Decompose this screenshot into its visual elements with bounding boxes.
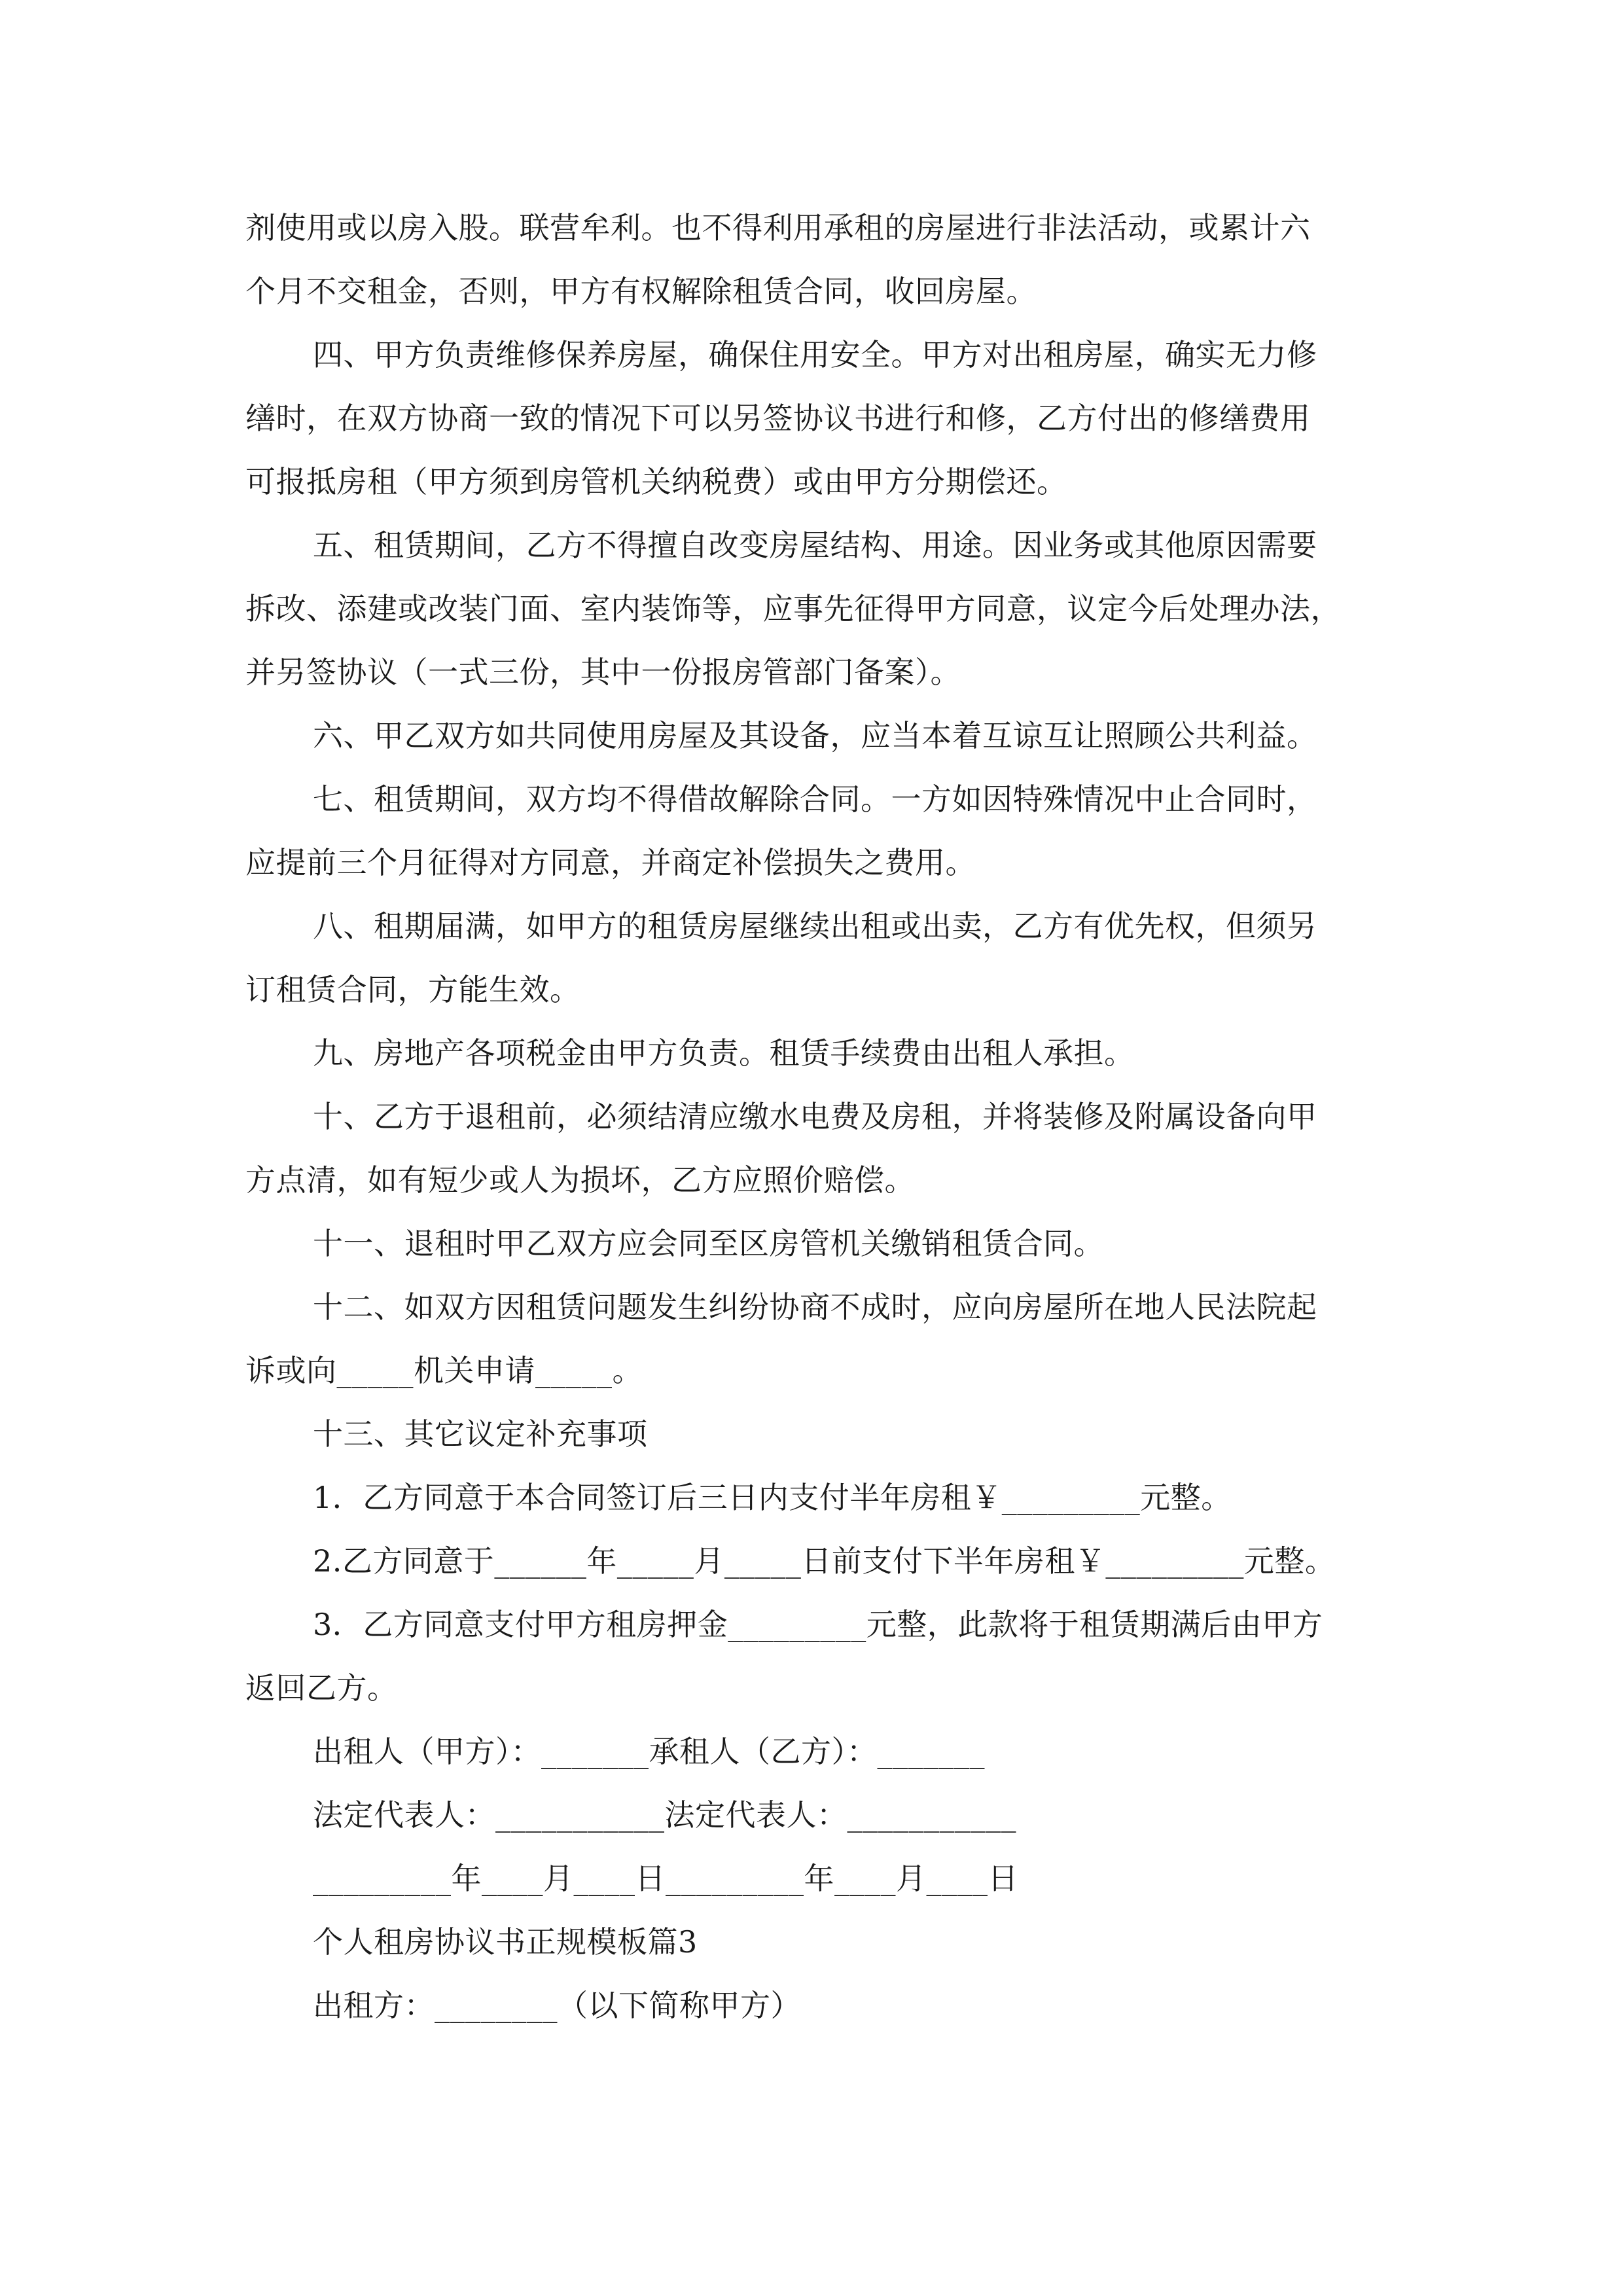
clause-9: 九、房地产各项税金由甲方负责。租赁手续费由出租人承担。 [313,1035,1135,1071]
paragraph-line: 返回乙方。 [245,1670,398,1706]
paragraph-line: 诉或向_____机关申请_____。 [245,1353,643,1388]
clause-6: 六、甲乙双方如共同使用房屋及其设备，应当本着互谅互让照顾公共利益。 [313,718,1317,753]
clause-12: 十二、如双方因租赁问题发生纠纷协商不成时，应向房屋所在地人民法院起 [313,1289,1317,1325]
supplement-item-1: 1．乙方同意于本合同签订后三日内支付半年房租￥_________元整。 [313,1480,1232,1515]
lessor-line: 出租方：________（以下简称甲方） [313,1988,801,2023]
clause-5: 五、租赁期间，乙方不得擅自改变房屋结构、用途。因业务或其他原因需要 [313,528,1317,563]
clause-13-heading: 十三、其它议定补充事项 [313,1416,648,1452]
signature-representatives: 法定代表人：___________法定代表人：___________ [313,1797,1016,1833]
paragraph-line: 订租赁合同，方能生效。 [245,972,580,1007]
clause-10: 十、乙方于退租前，必须结清应缴水电费及房租，并将装修及附属设备向甲 [313,1099,1317,1134]
paragraph-line: 可报抵房租（甲方须到房管机关纳税费）或由甲方分期偿还。 [245,464,1067,499]
paragraph-line: 应提前三个月征得对方同意，并商定补偿损失之费用。 [245,845,976,880]
clause-8: 八、租期届满，如甲方的租赁房屋继续出租或出卖，乙方有优先权，但须另 [313,908,1317,944]
paragraph-line: 拆改、添建或改装门面、室内装饰等，应事先征得甲方同意，议定今后处理办法， [245,591,1341,626]
paragraph-line: 方点清，如有短少或人为损坏，乙方应照价赔偿。 [245,1162,915,1198]
clause-11: 十一、退租时甲乙双方应会同至区房管机关缴销租赁合同。 [313,1226,1104,1261]
paragraph-line: 剂使用或以房入股。联营牟利。也不得利用承租的房屋进行非法活动，或累计六 [245,210,1311,245]
supplement-item-3: 3．乙方同意支付甲方租房押金_________元整，此款将于租赁期满后由甲方 [313,1607,1323,1642]
clause-4: 四、甲方负责维修保养房屋，确保住用安全。甲方对出租房屋，确实无力修 [313,337,1317,372]
paragraph-line: 并另签协议（一式三份，其中一份报房管部门备案）。 [245,655,961,690]
paragraph-line: 缮时，在双方协商一致的情况下可以另签协议书进行和修，乙方付出的修缮费用 [245,401,1311,436]
signature-dates: _________年____月____日_________年____月____日 [313,1861,1018,1896]
section-title: 个人租房协议书正规模板篇3 [313,1924,698,1960]
clause-7: 七、租赁期间，双方均不得借故解除合同。一方如因特殊情况中止合同时， [313,781,1317,817]
supplement-item-2: 2.乙方同意于______年_____月_____日前支付下半年房租￥_________元整。 [313,1543,1336,1579]
signature-parties: 出租人（甲方）：_______承租人（乙方）：_______ [313,1734,985,1769]
paragraph-line: 个月不交租金，否则，甲方有权解除租赁合同，收回房屋。 [245,274,1037,309]
